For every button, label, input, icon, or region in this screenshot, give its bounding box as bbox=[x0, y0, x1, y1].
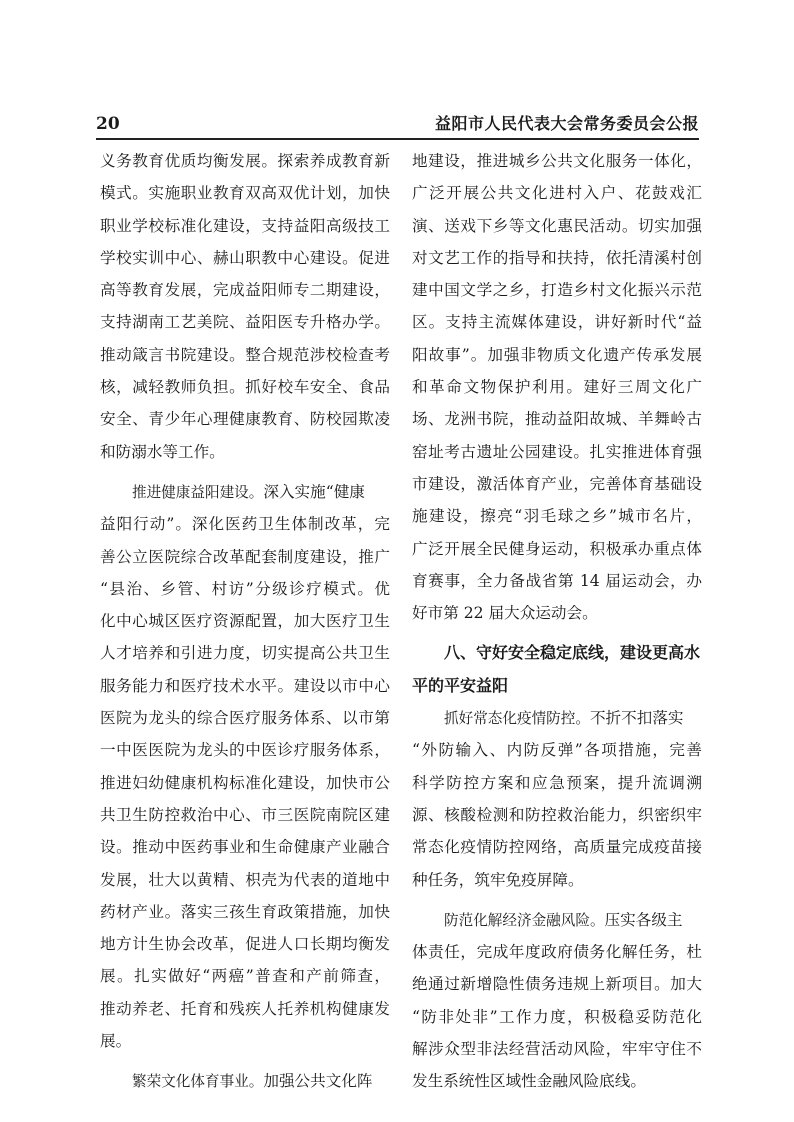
text-line: 区。支持主流媒体建设，讲好新时代“益 bbox=[412, 313, 702, 332]
text-line: 体责任，完成年度政府债务化解任务，杜 bbox=[412, 943, 702, 962]
text-line: “防非处非”工作力度，积极稳妥防范化 bbox=[412, 1007, 702, 1026]
text-line: 药材产业。落实三孩生育政策措施，加快 bbox=[100, 902, 390, 921]
subsection-lead-culture: 繁荣文化体育事业。 bbox=[132, 1073, 264, 1091]
text-line: 人才培养和引进力度，切实提高公共卫生 bbox=[100, 644, 390, 663]
text-line: 医院为龙头的综合医疗服务体系、以市第 bbox=[100, 709, 390, 728]
text-line: 推动养老、托育和残疾人托养机构健康发 bbox=[100, 999, 390, 1018]
text-line: 设。推动中医药事业和生命健康产业融合 bbox=[100, 838, 390, 857]
text-line: 善公立医院综合改革配套制度建设，推广 bbox=[100, 547, 390, 566]
text-line: 演、送戏下乡等文化惠民活动。切实加强 bbox=[412, 216, 702, 235]
subsection-lead-epidemic: 抓好常态化疫情防控。 bbox=[444, 710, 590, 728]
text-run: 不折不扣落实 bbox=[589, 709, 684, 728]
text-line: 高等教育发展，完成益阳师专二期建设， bbox=[100, 281, 390, 300]
text-line: 发展，壮大以黄精、枳壳为代表的道地中 bbox=[100, 870, 390, 889]
text-line: 学校实训中心、赫山职教中心建设。促进 bbox=[100, 248, 390, 267]
text-line: 施建设，擦亮“羽毛球之乡”城市名片， bbox=[412, 507, 702, 526]
paragraph-lead-line bbox=[100, 476, 390, 508]
text-run: 压实各级主 bbox=[604, 910, 683, 929]
text-run: 加强公共文化阵 bbox=[263, 1072, 373, 1091]
text-line: 核，减轻教师负担。抓好校车安全、食品 bbox=[100, 378, 390, 397]
subsection-lead-finance: 防范化解经济金融风险。 bbox=[444, 911, 605, 929]
text-line: 地建设，推进城乡公共文化服务一体化， bbox=[412, 152, 702, 170]
text-line: 常态化疫情防控网络，高质量完成疫苗接 bbox=[412, 838, 702, 857]
text-line: 育赛事，全力备战省第 14 届运动会，办 bbox=[412, 571, 702, 590]
text-line: 展。 bbox=[100, 1032, 132, 1051]
text-line: 模式。实施职业教育双高双优计划，加快 bbox=[100, 184, 390, 203]
paragraph-gap bbox=[100, 1057, 390, 1065]
text-line: 源、核酸检测和防控救治能力，织密织牢 bbox=[412, 805, 702, 824]
paragraph-lead-line bbox=[412, 702, 702, 734]
text-line: 服务能力和医疗技术水平。建设以市中心 bbox=[100, 676, 390, 695]
text-line: 种任务，筑牢免疫屏障。 bbox=[412, 870, 584, 889]
paragraph-gap bbox=[412, 896, 702, 904]
text-line: 展。扎实做好“两癌”普查和产前筛查， bbox=[100, 967, 390, 986]
text-line: 推进妇幼健康机构标准化建设，加快市公 bbox=[100, 773, 390, 792]
text-line: 广泛开展全民健身运动，积极承办重点体 bbox=[412, 539, 702, 558]
text-line: 推动箴言书院建设。整合规范涉校检查考 bbox=[100, 345, 390, 364]
text-line: 义务教育优质均衡发展。探索养成教育新 bbox=[100, 152, 390, 170]
text-line: 建中国文学之乡，打造乡村文化振兴示范 bbox=[412, 281, 702, 300]
page-number: 20 bbox=[96, 114, 120, 134]
text-line: 和防溺水等工作。 bbox=[100, 442, 225, 461]
text-line: 科学防控方案和应急预案，提升流调溯 bbox=[412, 773, 702, 792]
text-line: 益阳行动”。深化医药卫生体制改革，完 bbox=[100, 515, 390, 534]
text-line: 和革命文物保护利用。建好三周文化广 bbox=[412, 378, 702, 397]
subsection-lead-health: 推进健康益阳建设。 bbox=[132, 483, 264, 501]
text-line: 广泛开展公共文化进村入户、花鼓戏汇 bbox=[412, 184, 702, 203]
text-line: 窑址考古遗址公园建设。扎实推进体育强 bbox=[412, 442, 702, 461]
text-line: 绝通过新增隐性债务违规上新项目。加大 bbox=[412, 975, 702, 994]
text-line: 安全、青少年心理健康教育、防校园欺凌 bbox=[100, 410, 390, 429]
page-header bbox=[96, 112, 699, 136]
text-line: 发生系统性区域性金融风险底线。 bbox=[412, 1072, 646, 1091]
text-line: 共卫生防控救治中心、市三医院南院区建 bbox=[100, 805, 390, 824]
text-line: 场、龙洲书院，推动益阳故城、羊舞岭古 bbox=[412, 410, 702, 429]
section-heading-line-1: 八、守好安全稳定底线，建设更高水 bbox=[444, 643, 701, 663]
text-line: 市建设，激活体育产业，完善体育基础设 bbox=[412, 474, 702, 493]
text-line: “外防输入、内防反弹”各项措施，完善 bbox=[412, 741, 702, 760]
right-column bbox=[412, 145, 702, 1098]
text-line: 支持湖南工艺美院、益阳医专升格办学。 bbox=[100, 313, 390, 332]
text-line: 一中医医院为龙头的中医诊疗服务体系， bbox=[100, 741, 390, 760]
text-line: 阳故事”。加强非物质文化遗产传承发展 bbox=[412, 345, 702, 364]
text-line: 对文艺工作的指导和扶持，依托清溪村创 bbox=[412, 248, 702, 267]
paragraph-lead-line bbox=[412, 904, 702, 936]
text-run: 深入实施“健康 bbox=[263, 482, 365, 501]
section-heading-line-2: 平的平安益阳 bbox=[412, 675, 509, 695]
text-line: 好市第 22 届大众运动会。 bbox=[412, 604, 598, 623]
header-divider bbox=[96, 138, 699, 140]
text-line: 地方计生协会改革，促进人口长期均衡发 bbox=[100, 935, 390, 954]
text-line: “县治、乡管、村访”分级诊疗模式。优 bbox=[100, 579, 390, 598]
paragraph-gap bbox=[100, 468, 390, 476]
text-line: 化中心城区医疗资源配置，加大医疗卫生 bbox=[100, 612, 390, 631]
paragraph-lead-line bbox=[100, 1065, 390, 1097]
paragraph-gap bbox=[412, 629, 702, 637]
journal-title: 益阳市人民代表大会常务委员会公报 bbox=[434, 114, 699, 133]
text-line: 解涉众型非法经营活动风险，牢牢守住不 bbox=[412, 1040, 702, 1059]
text-line: 职业学校标准化建设，支持益阳高级技工 bbox=[100, 216, 390, 235]
left-column bbox=[100, 145, 390, 1098]
